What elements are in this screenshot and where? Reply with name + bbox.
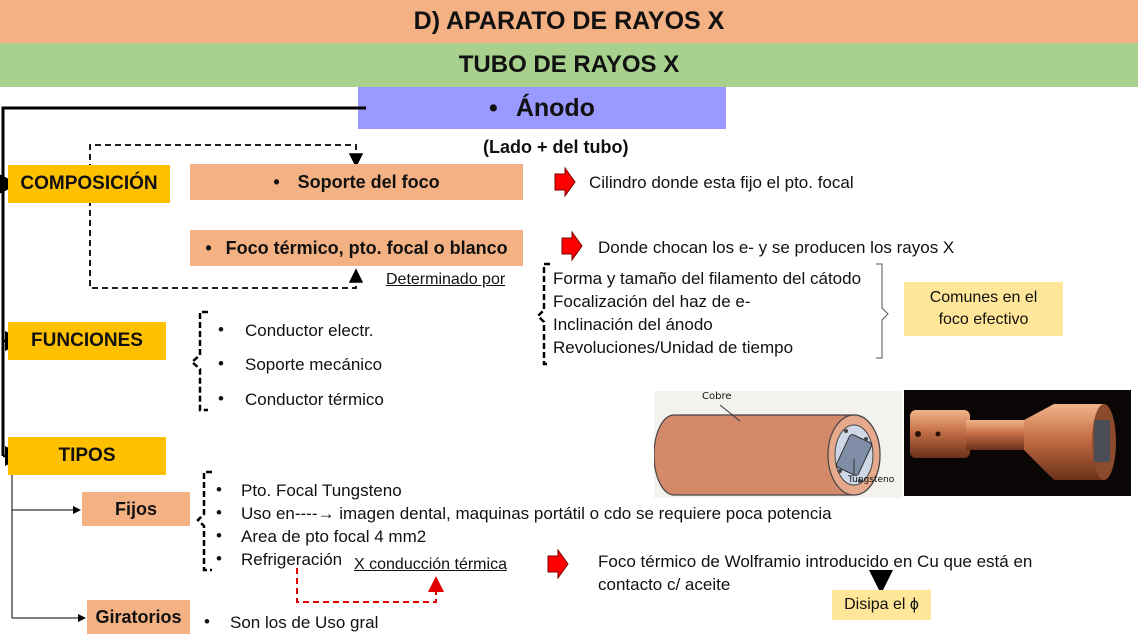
funcion-item: Conductor electr. <box>245 321 374 340</box>
red-arrow-soporte <box>555 168 575 196</box>
fijos-item: Pto. Focal Tungsteno <box>241 481 402 500</box>
disipa-box <box>832 590 931 620</box>
soporte-desc: Cilindro donde esta fijo el pto. focal <box>589 173 854 192</box>
anode-photo-svg <box>904 390 1131 496</box>
funcion-item: Soporte mecánico <box>245 355 383 374</box>
soporte-label: Soporte del foco <box>297 171 440 192</box>
anodo-label: Ánodo <box>515 93 595 122</box>
factores-bracket <box>538 264 550 364</box>
factor-item: Forma y tamaño del filamento del cátodo <box>553 269 862 288</box>
fijos-item: Uso en----→ imagen dental, maquinas portátil o cdo se requiere poca potencia <box>241 504 832 523</box>
page-title: D) APARATO DE RAYOS X <box>413 7 725 35</box>
foco-label: Foco térmico, pto. focal o blanco <box>225 237 508 258</box>
comunes-line1: Comunes en el <box>929 289 1038 306</box>
fijos-bullet: • <box>216 480 222 499</box>
fijos-label-box <box>82 492 190 526</box>
copper-diagram <box>654 391 902 498</box>
fijos-bullet: • <box>216 549 222 568</box>
giratorios-label-box <box>87 600 190 634</box>
fijos-desc-line2: contacto c/ aceite <box>598 575 731 594</box>
soporte-bullet: • <box>273 171 280 192</box>
tipos-label: TIPOS <box>58 445 116 466</box>
foco-box <box>190 230 523 266</box>
funciones-label: FUNCIONES <box>31 330 143 351</box>
tungsteno-label: Tungsteno <box>848 475 895 485</box>
funcion-bullet: • <box>218 389 224 408</box>
factores-right-bracket <box>876 264 888 358</box>
comunes-line2: foco efectivo <box>938 311 1029 328</box>
fijos-item: Area de pto focal 4 mm2 <box>241 527 427 546</box>
comunes-box <box>904 282 1063 336</box>
funciones-bracket <box>192 312 208 410</box>
fijos-desc-line1: Foco térmico de Wolframio introducido en Cu que está en <box>598 552 1033 571</box>
disipa-label: Disipa el ϕ <box>844 596 919 613</box>
funcion-bullet: • <box>218 354 224 373</box>
funcion-item: Conductor térmico <box>245 390 384 409</box>
giratorios-desc: Son los de Uso gral <box>230 613 379 632</box>
anode-photo <box>904 390 1131 496</box>
foco-desc: Donde chocan los e- y se producen los rayos X <box>598 238 955 257</box>
page-subtitle: TUBO DE RAYOS X <box>458 51 680 78</box>
factor-item: Focalización del haz de e- <box>553 292 751 311</box>
funciones-label-box <box>8 322 166 360</box>
red-arrow-fijos <box>548 550 568 578</box>
factor-item: Revoluciones/Unidad de tiempo <box>553 338 794 357</box>
fijos-bullet: • <box>216 503 222 522</box>
composicion-label: COMPOSICIÓN <box>20 173 158 194</box>
foco-bullet: • <box>205 237 212 258</box>
cobre-label: Cobre <box>702 391 732 402</box>
giratorios-label: Giratorios <box>95 606 182 627</box>
fijos-bullet: • <box>216 526 222 545</box>
lado-label: (Lado + del tubo) <box>483 137 629 157</box>
fijos-bracket <box>198 472 212 570</box>
tipos-label-box <box>8 437 166 475</box>
fijos-label: Fijos <box>114 498 157 519</box>
red-arrow-foco <box>562 232 582 260</box>
soporte-box <box>190 164 523 200</box>
factor-item: Inclinación del ánodo <box>553 315 713 334</box>
funcion-bullet: • <box>218 320 224 339</box>
composicion-label-box <box>8 165 170 203</box>
conduccion-label: X conducción térmica <box>354 556 507 573</box>
anodo-bullet: • <box>489 93 498 122</box>
determinado-label: Determinado por <box>386 271 506 288</box>
fijos-item: Refrigeración <box>241 550 343 569</box>
giratorios-bullet: • <box>204 612 210 631</box>
